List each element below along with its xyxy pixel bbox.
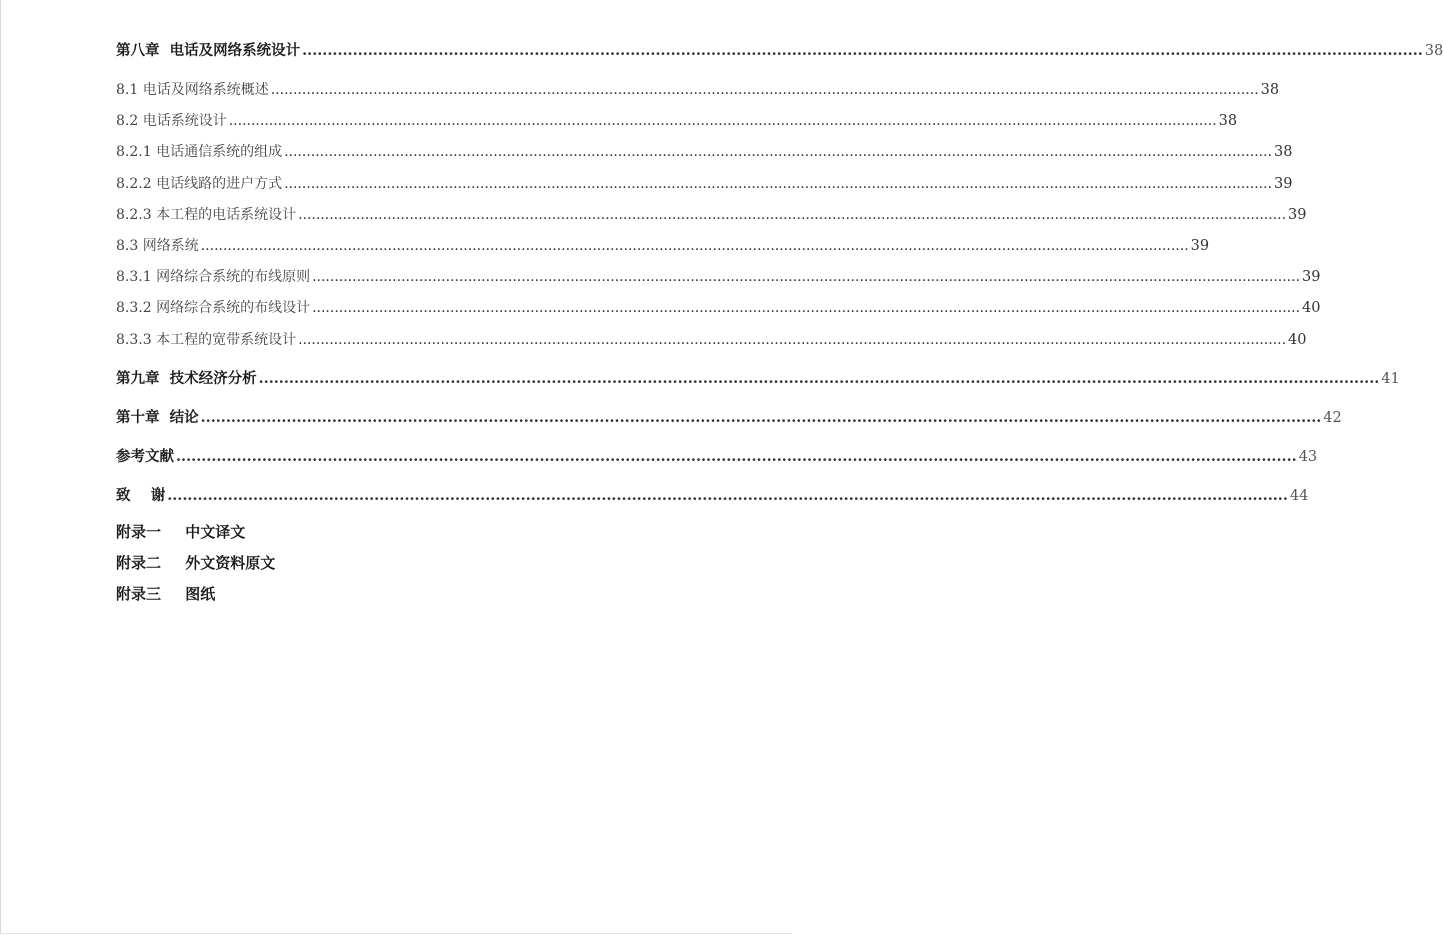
toc-entry-page: 39: [1190, 237, 1210, 254]
dot-leader: ..............................................................................................................................................................................................................................: [312, 300, 1301, 317]
toc-entry-page: 42: [1323, 409, 1342, 426]
toc-entry-section-8-3[interactable]: [116, 233, 1210, 259]
appendix-label: 附录三: [116, 584, 162, 603]
toc-entry-title: 第十章 结论: [116, 408, 199, 426]
toc-entry-page: 40: [1302, 300, 1321, 317]
dot-leader: ..............................................................................................................................................................................................................................: [258, 369, 1380, 387]
toc-entry-section-8-3-2[interactable]: [116, 295, 1321, 321]
toc-entry-chapter-10[interactable]: [116, 405, 1342, 431]
toc-entry-page: 39: [1302, 269, 1321, 286]
toc-entry-page: 38: [1424, 43, 1443, 59]
toc-entry-section-8-2-2[interactable]: [116, 171, 1293, 197]
toc-entry-page: 44: [1289, 487, 1309, 504]
toc-entry-page: 40: [1288, 331, 1307, 348]
toc-entry-title: 8.3.3 本工程的宽带系统设计: [116, 331, 297, 348]
dot-leader: ..............................................................................................................................................................................................................................: [302, 42, 1423, 59]
table-of-contents: [116, 38, 1443, 612]
toc-entry-acknowledgements[interactable]: [116, 483, 1309, 509]
appendix-label: 附录一: [116, 522, 162, 541]
appendix-entry-2[interactable]: [116, 550, 720, 576]
toc-entry-title: 8.2.3 本工程的电话系统设计: [116, 206, 297, 223]
dot-leader: ..............................................................................................................................................................................................................................: [167, 486, 1288, 504]
toc-entry-chapter-8[interactable]: [116, 38, 1443, 64]
toc-entry-title: 8.2.2 电话线路的进户方式: [116, 175, 283, 192]
dot-leader: ..............................................................................................................................................................................................................................: [176, 447, 1297, 465]
appendix-entry-3[interactable]: [116, 581, 720, 607]
toc-entry-page: 39: [1274, 175, 1293, 192]
appendix-title: 中文译文: [185, 522, 246, 541]
toc-entry-title: 8.2.1 电话通信系统的组成: [116, 144, 283, 161]
toc-entry-page: 38: [1274, 144, 1293, 161]
dot-leader: ..............................................................................................................................................................................................................................: [270, 82, 1259, 98]
toc-entry-title: 8.3.1 网络综合系统的布线原则: [116, 269, 311, 286]
toc-entry-page: 39: [1288, 206, 1307, 223]
dot-leader: ..............................................................................................................................................................................................................................: [298, 331, 1287, 348]
toc-entry-page: 43: [1298, 448, 1318, 465]
toc-entry-section-8-2-1[interactable]: [116, 139, 1293, 165]
dot-leader: ..............................................................................................................................................................................................................................: [200, 408, 1322, 426]
toc-entry-section-8-2[interactable]: [116, 108, 1238, 134]
dot-leader: ..............................................................................................................................................................................................................................: [312, 269, 1301, 286]
dot-leader: ..............................................................................................................................................................................................................................: [228, 113, 1217, 130]
toc-entry-chapter-9[interactable]: [116, 366, 1400, 392]
appendix-title: 外文资料原文: [185, 553, 276, 572]
dot-leader: ..............................................................................................................................................................................................................................: [298, 206, 1287, 223]
dot-leader: ..............................................................................................................................................................................................................................: [200, 237, 1189, 254]
toc-entry-section-8-1[interactable]: [116, 77, 1280, 103]
toc-entry-page: 38: [1260, 82, 1280, 98]
toc-entry-title: 参考文献: [116, 447, 174, 465]
toc-entry-references[interactable]: [116, 444, 1318, 470]
toc-entry-title: 第九章 技术经济分析: [116, 369, 257, 387]
appendix-label: 附录二: [116, 553, 162, 572]
toc-entry-title: 8.3 网络系统: [116, 237, 199, 254]
toc-entry-section-8-3-3[interactable]: [116, 327, 1307, 353]
toc-entry-title: 8.2 电话系统设计: [116, 113, 227, 130]
toc-entry-section-8-3-1[interactable]: [116, 264, 1321, 290]
toc-entry-title: 8.1 电话及网络系统概述: [116, 82, 269, 98]
toc-entry-title: 致 谢: [116, 486, 166, 504]
toc-entry-title: 8.3.2 网络综合系统的布线设计: [116, 300, 311, 317]
toc-entry-page: 41: [1381, 370, 1400, 387]
appendix-title: 图纸: [185, 584, 216, 603]
dot-leader: ..............................................................................................................................................................................................................................: [284, 144, 1273, 161]
toc-entry-title: 第八章 电话及网络系统设计: [116, 42, 301, 59]
appendix-entry-1[interactable]: [116, 519, 720, 545]
toc-entry-page: 38: [1218, 113, 1238, 130]
toc-entry-section-8-2-3[interactable]: [116, 202, 1307, 228]
dot-leader: ..............................................................................................................................................................................................................................: [284, 175, 1273, 192]
